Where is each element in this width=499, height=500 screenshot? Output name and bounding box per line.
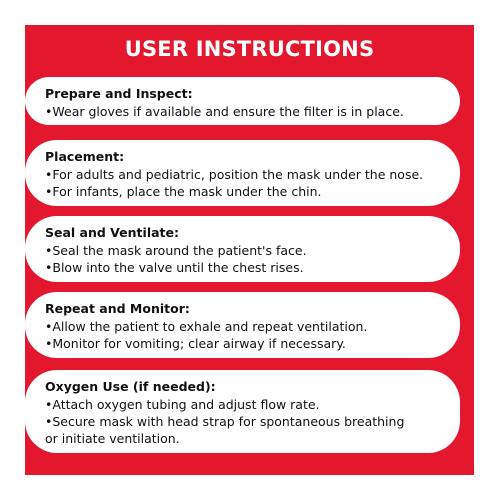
card-line: •For adults and pediatric, position the mask under the nose. — [45, 167, 424, 182]
card-heading: Oxygen Use (if needed): — [45, 379, 216, 394]
card-repeat-monitor — [25, 292, 460, 358]
card-line: •Allow the patient to exhale and repeat ventilation. — [45, 319, 368, 334]
card-placement — [25, 140, 460, 206]
card-line: or initiate ventilation. — [45, 431, 180, 446]
card-prepare-inspect — [25, 77, 460, 125]
card-seal-ventilate — [25, 216, 460, 282]
card-heading: Placement: — [45, 149, 125, 164]
card-line: •Attach oxygen tubing and adjust flow rate. — [45, 397, 320, 412]
card-line: •Monitor for vomiting; clear airway if necessary. — [45, 336, 346, 351]
card-line: •Seal the mask around the patient's face. — [45, 243, 307, 258]
card-heading: Repeat and Monitor: — [45, 301, 190, 316]
card-line: •Wear gloves if available and ensure the filter is in place. — [45, 104, 404, 119]
card-heading: Seal and Ventilate: — [45, 225, 179, 240]
card-heading: Prepare and Inspect: — [45, 86, 193, 101]
card-line: •Secure mask with head strap for spontaneous breathing — [45, 414, 405, 429]
card-oxygen-use — [25, 370, 460, 453]
page-title: USER INSTRUCTIONS — [124, 37, 375, 61]
card-line: •For infants, place the mask under the chin. — [45, 184, 322, 199]
card-line: •Blow into the valve until the chest rises. — [45, 260, 304, 275]
